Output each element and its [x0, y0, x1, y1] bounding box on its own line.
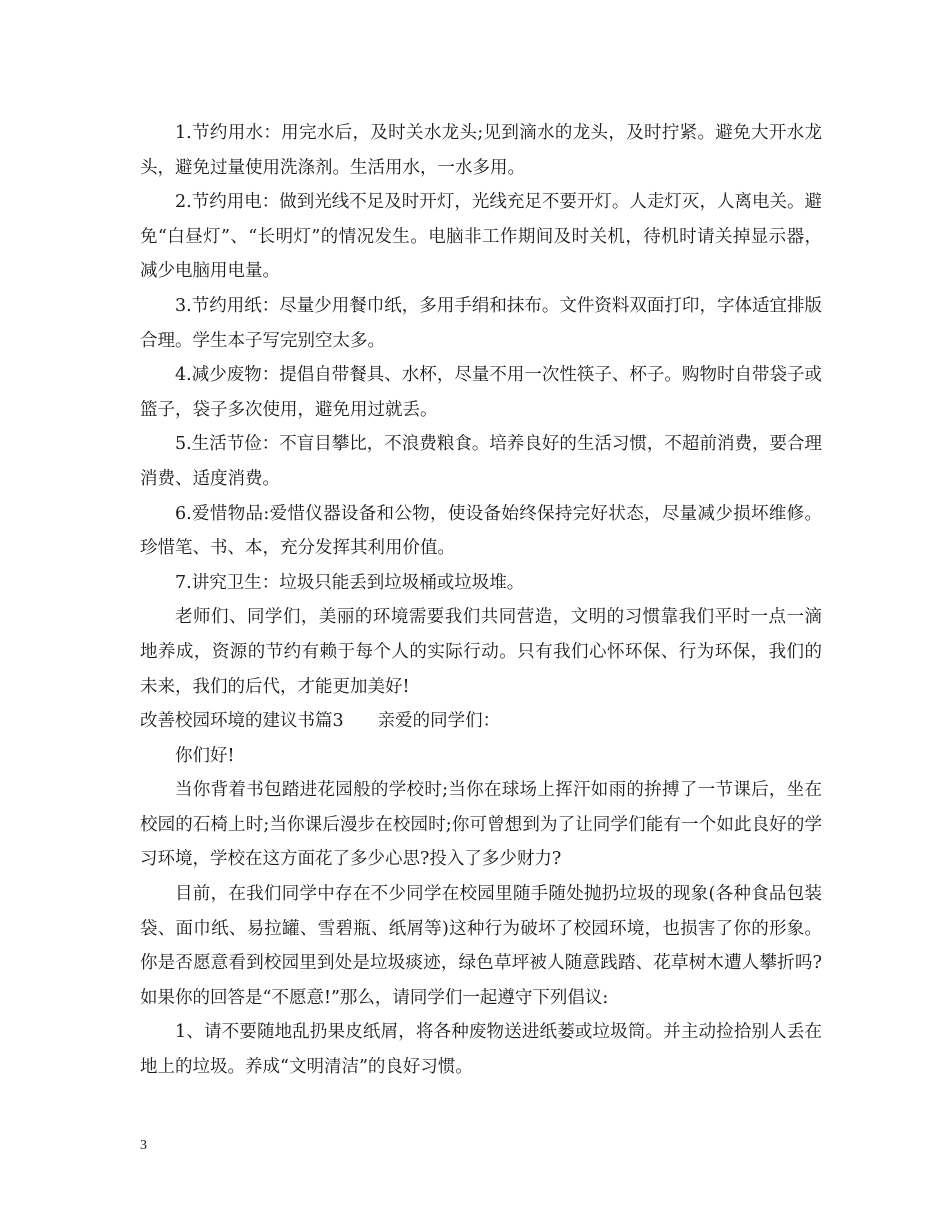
paragraph-reduce-waste: 4.减少废物：提倡自带餐具、水杯，尽量不用一次性筷子、杯子。购物时自带袋子或篮子，袋子多次使用，避免用过就丢。 — [140, 365, 822, 420]
paragraph-frugal-living: 5.生活节俭：不盲目攀比，不浪费粮食。培养良好的生活习惯，不超前消费，要合理消费、适度消费。 — [140, 434, 822, 489]
paragraph-proposal-1: 1、请不要随地乱扔果皮纸屑，将各种废物送进纸蒌或垃圾筒。并主动捡拾别人丢在地上的垃圾。养成“文明清洁”的良好习惯。 — [140, 1022, 822, 1078]
section-heading — [140, 704, 822, 739]
section-title: 改善校园环境的建议书篇3 — [140, 711, 344, 732]
paragraph-save-paper: 3.节约用纸：尽量少用餐巾纸，多用手绢和抹布。文件资料双面打印，字体适宜排版合理。学生本子写完别空太多。 — [140, 295, 822, 351]
salutation: 亲爱的同学们： — [377, 711, 501, 732]
paragraph-greeting: 你们好! — [175, 745, 235, 766]
paragraph-littering-problem: 目前，在我们同学中存在不少同学在校园里随手随处抛扔垃圾的现象(各种食品包装袋、面巾纸、易拉罐、雪碧瓶、纸屑等)这种行为破坏了校园环境，也损害了你的形象。你是否愿意看到校园里到处是垃圾痰迹，绿色草坪被人随意践踏、花草树木遭人攀折吗?如果你的回答是“不愿意!”那么，请同学们一起遵守下列倡议: — [140, 884, 822, 1008]
paragraph-hygiene: 7.讲究卫生：垃圾只能丢到垃圾桶或垃圾堆。 — [175, 572, 525, 593]
paragraph-campus-intro: 当你背着书包踏进花园般的学校时;当你在球场上挥汗如雨的拚搏了一节课后，坐在校园的石椅上时;当你课后漫步在校园时;你可曾想到为了让同学们能有一个如此良好的学习环境，学校在这方面花了多少心思?投入了多少财力? — [140, 780, 822, 870]
paragraph-save-water: 1.节约用水：用完水后，及时关水龙头;见到滴水的龙头，及时拧紧。避免大开水龙头，避免过量使用洗涤剂。生活用水，一水多用。 — [140, 123, 822, 178]
page-number: 3 — [140, 1138, 147, 1153]
paragraph-closing: 老师们、同学们，美丽的环境需要我们共同营造，文明的习惯靠我们平时一点一滴地养成，资源的节约有赖于每个人的实际行动。只有我们心怀环保、行为环保，我们的未来，我们的后代，才能更加美好! — [140, 607, 822, 697]
paragraph-cherish-items: 6.爱惜物品:爱惜仪器设备和公物，使设备始终保持完好状态，尽量减少损坏维修。珍惜笔、书、本，充分发挥其利用价值。 — [140, 503, 822, 559]
paragraph-save-electricity: 2.节约用电：做到光线不足及时开灯，光线充足不要开灯。人走灯灭，人离电关。避免“白昼灯”、“长明灯”的情况发生。电脑非工作期间及时关机，待机时请关掉显示器，减少电脑用电量。 — [140, 192, 822, 282]
document-body — [140, 116, 822, 1085]
